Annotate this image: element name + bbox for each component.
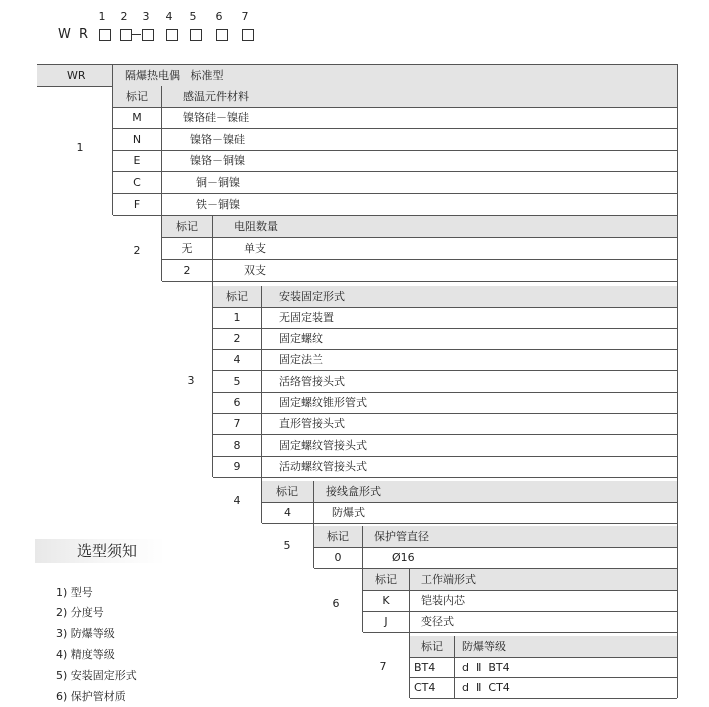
divider: [363, 632, 677, 633]
section-3-number: 3: [187, 374, 195, 387]
table-row-desc: 固定螺纹: [279, 332, 323, 345]
section-5-mark-heading: 标记: [327, 530, 349, 543]
section-4-title: 接线盒形式: [326, 485, 381, 498]
section-1-title: 感温元件材料: [183, 90, 249, 103]
main-row: [37, 64, 677, 87]
section-5-header: [314, 526, 677, 547]
table-row-desc: Ø16: [392, 551, 415, 564]
table-row-mark: CT4: [414, 681, 436, 694]
table-row-mark: 2: [183, 264, 191, 277]
table-row-desc: 镍铬－镍硅: [190, 133, 245, 146]
section-2-header: [162, 216, 677, 237]
section-7-mark-heading: 标记: [421, 640, 443, 653]
code-box-5: [190, 29, 202, 41]
table-row-desc: 镍铬硅－镍硅: [183, 111, 249, 124]
section-5-number: 5: [283, 539, 291, 552]
section-4-mark-heading: 标记: [276, 485, 298, 498]
section-3-header: [213, 286, 677, 307]
section-6-title: 工作端形式: [421, 573, 476, 586]
table-row-mark: 8: [233, 439, 241, 452]
divider: [454, 636, 455, 698]
table-row-mark: C: [133, 176, 141, 189]
section-7-title: 防爆等级: [462, 640, 506, 653]
divider: [162, 281, 677, 282]
section-4-number: 4: [233, 494, 241, 507]
list-item: 3) 防爆等级: [56, 627, 115, 640]
position-digit-7: 7: [241, 10, 249, 23]
table-row-mark: 4: [284, 506, 291, 519]
table-row-desc: 变径式: [421, 615, 454, 628]
position-digit-2: 2: [120, 10, 128, 23]
table-row-desc: 镍铬－铜镍: [190, 154, 245, 167]
list-item: 4) 精度等级: [56, 648, 115, 661]
divider: [162, 259, 677, 260]
divider: [409, 632, 410, 698]
divider: [262, 502, 677, 503]
table-row-desc: 防爆式: [332, 506, 365, 519]
table-row-desc: 铜－铜镍: [196, 176, 240, 189]
position-digit-6: 6: [215, 10, 223, 23]
table-row-mark: E: [133, 154, 141, 167]
table-row-mark: N: [132, 133, 142, 146]
table-right-border: [677, 64, 678, 698]
section-2-mark-heading: 标记: [176, 220, 198, 233]
divider: [409, 569, 410, 632]
table-row-desc: 固定螺纹管接头式: [279, 439, 367, 452]
position-digit-3: 3: [142, 10, 150, 23]
table-row-desc: 固定螺纹锥形管式: [279, 396, 367, 409]
table-row-desc: 铁－铜镍: [196, 198, 240, 211]
section-2-number: 2: [133, 244, 141, 257]
code-box-2: [120, 29, 132, 41]
table-row-mark: M: [132, 111, 142, 124]
list-item: 2) 分度号: [56, 606, 104, 619]
table-row-desc: 活络管接头式: [279, 375, 345, 388]
divider: [363, 590, 677, 591]
section-6-number: 6: [332, 597, 340, 610]
code-box-6: [216, 29, 228, 41]
main-row-code: WR: [67, 69, 86, 82]
divider: [261, 286, 262, 477]
section-4-header: [262, 481, 677, 502]
section-2-title: 电阻数量: [234, 220, 278, 233]
divider: [212, 216, 213, 281]
table-row-mark: 无: [181, 242, 193, 255]
table-row-desc: 铠装内芯: [421, 594, 465, 607]
list-item: 6) 保护管材质: [56, 690, 126, 703]
divider: [213, 477, 677, 478]
table-row-desc: 活动螺纹管接头式: [279, 460, 367, 473]
table-row-desc: 无固定装置: [279, 311, 334, 324]
section-1-mark-heading: 标记: [126, 90, 148, 103]
section-7-header: [410, 636, 677, 657]
divider: [410, 677, 677, 678]
section-5-title: 保护管直径: [374, 530, 429, 543]
table-row-mark: 0: [334, 551, 342, 564]
table-row-mark: BT4: [414, 661, 436, 674]
notes-title: 选型须知: [35, 539, 165, 563]
main-row-name: 隔爆热电偶 标准型: [125, 69, 224, 82]
section-3-title: 安装固定形式: [279, 290, 345, 303]
table-row-mark: 6: [233, 396, 241, 409]
divider: [314, 547, 677, 548]
table-row-desc: 固定法兰: [279, 353, 323, 366]
table-row-mark: K: [382, 594, 390, 607]
code-dash: [132, 34, 141, 35]
list-item: 5) 安装固定形式: [56, 669, 137, 682]
code-box-1: [99, 29, 111, 41]
section-1-header: [113, 86, 677, 107]
table-row-mark: F: [133, 198, 141, 211]
divider: [410, 657, 677, 658]
divider: [363, 611, 677, 612]
code-box-7: [242, 29, 254, 41]
table-row-desc: d Ⅱ BT4: [462, 661, 510, 674]
table-row-mark: 2: [233, 332, 241, 345]
model-prefix: W R: [58, 27, 91, 42]
list-item: 1) 型号: [56, 586, 93, 599]
table-row-mark: 5: [233, 375, 241, 388]
position-digit-1: 1: [98, 10, 106, 23]
table-row-mark: 4: [233, 353, 241, 366]
table-row-mark: 1: [233, 311, 241, 324]
section-1-number: 1: [76, 141, 84, 154]
divider: [262, 523, 677, 524]
divider: [162, 237, 677, 238]
table-row-mark: 9: [233, 460, 241, 473]
table-row-mark: 7: [233, 417, 241, 430]
table-row-desc: 单支: [244, 242, 266, 255]
section-6-header: [363, 569, 677, 590]
section-7-number: 7: [379, 660, 387, 673]
section-6-mark-heading: 标记: [375, 573, 397, 586]
table-row-desc: 直形管接头式: [279, 417, 345, 430]
table-row-desc: 双支: [244, 264, 266, 277]
table-row-mark: J: [384, 615, 388, 628]
divider: [410, 698, 677, 699]
code-box-4: [166, 29, 178, 41]
position-digit-5: 5: [189, 10, 197, 23]
divider: [112, 64, 113, 86]
code-box-3: [142, 29, 154, 41]
section-3-mark-heading: 标记: [226, 290, 248, 303]
table-row-desc: d Ⅱ CT4: [462, 681, 510, 694]
position-digit-4: 4: [165, 10, 173, 23]
